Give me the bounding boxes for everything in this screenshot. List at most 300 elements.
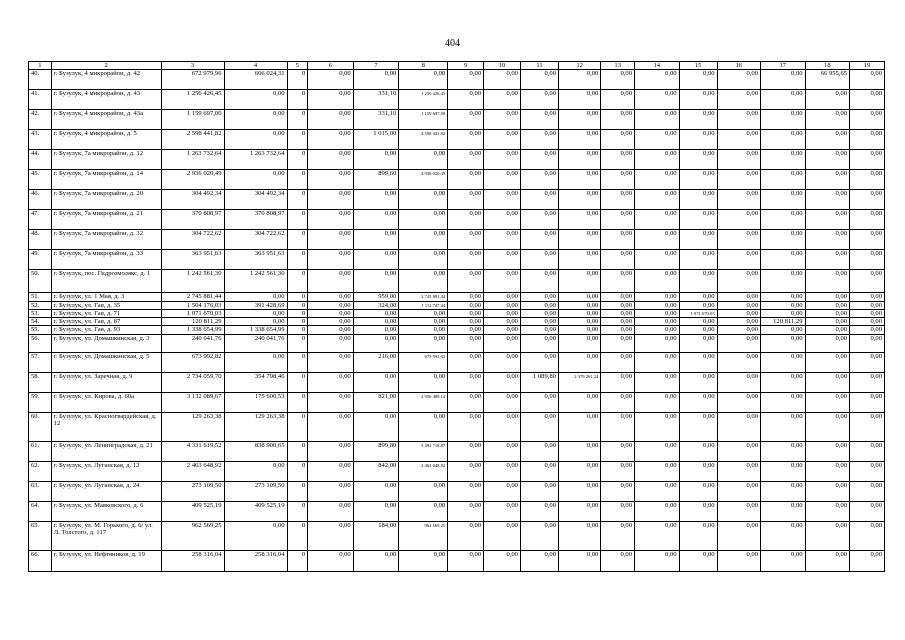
value-cell: 0,00: [717, 372, 760, 392]
value-cell: 2 936 020,49: [161, 170, 224, 190]
value-cell: 324,00: [353, 301, 399, 309]
value-cell: 0,00: [559, 250, 601, 270]
value-cell: 0,00: [308, 441, 354, 461]
value-cell: 354 798,46: [224, 372, 287, 392]
value-cell: 0,00: [224, 352, 287, 372]
row-number: 41.: [29, 90, 52, 110]
value-cell: 0: [287, 550, 308, 571]
value-cell: 0,00: [520, 170, 558, 190]
value-cell: 0,00: [353, 190, 399, 210]
value-cell: 0,00: [635, 250, 680, 270]
value-cell: 0,00: [679, 334, 717, 352]
value-cell: 0,00: [484, 326, 521, 334]
table-row: [29, 210, 885, 230]
value-cell: 1 263 732,64: [224, 150, 287, 170]
value-cell: 0,00: [308, 301, 354, 309]
value-cell: 0,00: [635, 309, 680, 317]
value-cell: 175 600,53: [224, 392, 287, 412]
value-cell: 370 808,97: [224, 210, 287, 230]
value-cell: 0,00: [850, 481, 885, 501]
address-cell: г. Бузулук, ул. Кирова, д. 60а: [51, 392, 161, 412]
column-header: 9: [448, 62, 484, 70]
value-cell: 0,00: [308, 309, 354, 317]
value-cell: 0,00: [448, 372, 484, 392]
value-cell: 0,00: [761, 309, 806, 317]
value-cell: 0,00: [679, 210, 717, 230]
value-cell: 962 569,25: [161, 521, 224, 550]
value-cell: 0,00: [448, 521, 484, 550]
row-number: 46.: [29, 190, 52, 210]
value-cell: 0,00: [448, 309, 484, 317]
value-cell: 0: [287, 412, 308, 441]
value-cell: 0,00: [559, 352, 601, 372]
value-cell: 0,00: [717, 461, 760, 481]
value-cell: 0,00: [601, 392, 635, 412]
row-number: 58.: [29, 372, 52, 392]
value-cell: 0,00: [399, 318, 448, 326]
value-cell: 0,00: [601, 110, 635, 130]
value-cell: 129 263,38: [161, 412, 224, 441]
value-cell: 0,00: [601, 90, 635, 110]
row-number: 54.: [29, 318, 52, 326]
address-cell: г. Бузулук, ул. Ленинградская, д. 21: [51, 441, 161, 461]
value-cell: 0,00: [679, 110, 717, 130]
value-cell: 0,00: [353, 270, 399, 293]
value-cell: 672 979,96: [161, 70, 224, 90]
value-cell: 1 242 561,30: [224, 270, 287, 293]
value-cell: 0,00: [520, 230, 558, 250]
address-cell: г. Бузулук, ул. Луганская, д. 12: [51, 461, 161, 481]
value-cell: 842,00: [353, 461, 399, 481]
value-cell: 0,00: [805, 521, 850, 550]
value-cell: 0,00: [679, 150, 717, 170]
table-body: [29, 62, 885, 572]
value-cell: 0,00: [448, 170, 484, 190]
value-cell: 0,00: [761, 190, 806, 210]
value-cell: 0,00: [399, 270, 448, 293]
value-cell: 0,00: [308, 250, 354, 270]
value-cell: 0,00: [679, 130, 717, 150]
value-cell: 0,00: [520, 210, 558, 230]
value-cell: 216,00: [353, 352, 399, 372]
value-cell: 0,00: [399, 70, 448, 90]
value-cell: 273 109,50: [224, 481, 287, 501]
value-cell: 0,00: [520, 190, 558, 210]
value-cell: 0: [287, 334, 308, 352]
value-cell: 0,00: [601, 293, 635, 301]
value-cell: 1 015,00: [353, 130, 399, 150]
value-cell: 0,00: [559, 334, 601, 352]
value-cell: 0,00: [520, 270, 558, 293]
value-cell: 0,00: [559, 293, 601, 301]
table-row: [29, 441, 885, 461]
value-cell: 0,00: [850, 318, 885, 326]
value-cell: 0,00: [448, 230, 484, 250]
value-cell: 0: [287, 461, 308, 481]
column-header: 11: [520, 62, 558, 70]
value-cell: 0,00: [679, 441, 717, 461]
value-cell: 0,00: [353, 334, 399, 352]
value-cell: 0,00: [353, 230, 399, 250]
address-cell: г. Бузулук, ул. М. Горького, д. 6/ ул. Л. Толстого, д. 117: [51, 521, 161, 550]
value-cell: 0,00: [559, 521, 601, 550]
value-cell: 0,00: [635, 550, 680, 571]
value-cell: 409 525,19: [161, 501, 224, 521]
value-cell: 0,00: [559, 392, 601, 412]
value-cell: 2 734 059,70: [161, 372, 224, 392]
column-header: 18: [805, 62, 850, 70]
value-cell: 0,00: [850, 521, 885, 550]
column-header: 3: [161, 62, 224, 70]
value-cell: 0,00: [448, 352, 484, 372]
value-cell: 0,00: [717, 334, 760, 352]
address-cell: г. Бузулук, 4 микрорайон, д. 5: [51, 130, 161, 150]
column-header: 4: [224, 62, 287, 70]
value-cell: 0,00: [679, 293, 717, 301]
value-cell: 0,00: [850, 150, 885, 170]
value-cell: 0,00: [601, 190, 635, 210]
value-cell: 0: [287, 230, 308, 250]
value-cell: 0,00: [717, 210, 760, 230]
value-cell: 0,00: [635, 130, 680, 150]
value-cell: 0,00: [635, 293, 680, 301]
value-cell: 0,00: [679, 326, 717, 334]
value-cell: 0,00: [520, 318, 558, 326]
value-cell: 0,00: [635, 352, 680, 372]
row-number: 62.: [29, 461, 52, 481]
value-cell: 0,00: [308, 392, 354, 412]
value-cell: 0,00: [850, 210, 885, 230]
value-cell: 0,00: [353, 150, 399, 170]
address-cell: г. Бузулук, ул. Нефтяников, д. 19: [51, 550, 161, 571]
value-cell: 899,80: [353, 441, 399, 461]
value-cell: 0,00: [308, 130, 354, 150]
value-cell: 0,00: [761, 412, 806, 441]
value-cell: 0,00: [717, 550, 760, 571]
value-cell: 0,00: [761, 326, 806, 334]
value-cell: 0,00: [635, 90, 680, 110]
value-cell: 0,00: [559, 441, 601, 461]
value-cell: 2 598 441,82: [161, 130, 224, 150]
address-cell: г. Бузулук, ул. Заречная, д. 9: [51, 372, 161, 392]
value-cell: 0: [287, 110, 308, 130]
value-cell: 0,00: [850, 412, 885, 441]
value-cell: 0,00: [224, 110, 287, 130]
value-cell: 0,00: [635, 210, 680, 230]
value-cell: 0,00: [224, 170, 287, 190]
value-cell: 0,00: [717, 293, 760, 301]
value-cell: 0,00: [717, 130, 760, 150]
value-cell: 2 956 489,14: [399, 392, 448, 412]
value-cell: 0,00: [679, 501, 717, 521]
value-cell: 0: [287, 150, 308, 170]
value-cell: 0,00: [761, 461, 806, 481]
value-cell: 0,00: [601, 550, 635, 571]
address-cell: г. Бузулук, ул. Гая, д. 35: [51, 301, 161, 309]
value-cell: 370 808,97: [161, 210, 224, 230]
value-cell: 0,00: [353, 412, 399, 441]
value-cell: 0,00: [448, 110, 484, 130]
value-cell: 0,00: [559, 170, 601, 190]
value-cell: 0,00: [717, 70, 760, 90]
value-cell: 0,00: [484, 190, 521, 210]
table-row: [29, 309, 885, 317]
value-cell: 0,00: [448, 293, 484, 301]
value-cell: 0,00: [559, 270, 601, 293]
value-cell: 0: [287, 309, 308, 317]
value-cell: 0,00: [679, 481, 717, 501]
value-cell: 0,00: [399, 326, 448, 334]
value-cell: 0,00: [520, 521, 558, 550]
value-cell: 0,00: [761, 150, 806, 170]
value-cell: 0,00: [520, 326, 558, 334]
value-cell: 0,00: [679, 392, 717, 412]
value-cell: 0,00: [448, 441, 484, 461]
table-row: [29, 293, 885, 301]
value-cell: 0,00: [308, 501, 354, 521]
value-cell: 0,00: [520, 501, 558, 521]
value-cell: 0,00: [850, 372, 885, 392]
value-cell: 0: [287, 326, 308, 334]
value-cell: 0,00: [761, 250, 806, 270]
value-cell: 0: [287, 130, 308, 150]
value-cell: 0,00: [805, 150, 850, 170]
value-cell: 0,00: [520, 309, 558, 317]
value-cell: 0,00: [484, 501, 521, 521]
value-cell: 0,00: [761, 392, 806, 412]
value-cell: 0,00: [679, 250, 717, 270]
value-cell: 0: [287, 270, 308, 293]
value-cell: 0,00: [484, 309, 521, 317]
value-cell: 0: [287, 210, 308, 230]
value-cell: 0,00: [635, 521, 680, 550]
value-cell: 0,00: [805, 550, 850, 571]
row-number: 60.: [29, 412, 52, 441]
column-header: 6: [308, 62, 354, 70]
table-row: [29, 521, 885, 550]
value-cell: 0,00: [850, 550, 885, 571]
value-cell: 0,00: [484, 70, 521, 90]
value-cell: 0,00: [679, 521, 717, 550]
column-header: 13: [601, 62, 635, 70]
value-cell: 0,00: [224, 130, 287, 150]
value-cell: 0,00: [601, 326, 635, 334]
value-cell: 0,00: [484, 301, 521, 309]
value-cell: 0,00: [717, 521, 760, 550]
value-cell: 240 041,76: [161, 334, 224, 352]
value-cell: 0,00: [805, 110, 850, 130]
value-cell: 0,00: [520, 392, 558, 412]
address-cell: г. Бузулук, ул. Маяковского, д. 6: [51, 501, 161, 521]
row-number: 49.: [29, 250, 52, 270]
value-cell: 0,00: [559, 481, 601, 501]
value-cell: 0,00: [353, 481, 399, 501]
address-cell: г. Бузулук, ул. 1 Мая, д. 3: [51, 293, 161, 301]
value-cell: 0,00: [635, 412, 680, 441]
value-cell: 0,00: [448, 326, 484, 334]
value-cell: 0,00: [850, 293, 885, 301]
value-cell: 0,00: [308, 230, 354, 250]
value-cell: 0,00: [679, 461, 717, 481]
value-cell: 0,00: [850, 270, 885, 293]
value-cell: 0,00: [601, 301, 635, 309]
value-cell: 2 598 441,82: [399, 130, 448, 150]
value-cell: 331,10: [353, 110, 399, 130]
value-cell: 0,00: [308, 90, 354, 110]
value-cell: 0,00: [399, 230, 448, 250]
value-cell: 0,00: [850, 190, 885, 210]
value-cell: 0,00: [717, 170, 760, 190]
value-cell: 1 263 732,64: [161, 150, 224, 170]
address-cell: г. Бузулук, ул. Красногвардейская, д. 12: [51, 412, 161, 441]
value-cell: 0,00: [559, 501, 601, 521]
value-cell: 0,00: [399, 250, 448, 270]
row-number: 64.: [29, 501, 52, 521]
data-table: [28, 61, 885, 572]
value-cell: 0,00: [601, 150, 635, 170]
value-cell: 0,00: [520, 250, 558, 270]
value-cell: 0,00: [520, 110, 558, 130]
table-row: [29, 130, 885, 150]
value-cell: 0,00: [761, 481, 806, 501]
value-cell: 0: [287, 352, 308, 372]
value-cell: 0,00: [761, 293, 806, 301]
row-number: 66.: [29, 550, 52, 571]
value-cell: 0,00: [679, 372, 717, 392]
value-cell: 0,00: [520, 70, 558, 90]
value-cell: 0,00: [717, 481, 760, 501]
value-cell: 0,00: [850, 501, 885, 521]
value-cell: 0,00: [805, 501, 850, 521]
value-cell: 0,00: [308, 550, 354, 571]
value-cell: 240 041,76: [224, 334, 287, 352]
value-cell: 331,10: [353, 90, 399, 110]
value-cell: 0,00: [761, 352, 806, 372]
value-cell: 0,00: [353, 250, 399, 270]
row-number: 45.: [29, 170, 52, 190]
value-cell: 3 492 718,87: [399, 441, 448, 461]
address-cell: г. Бузулук, пос. Гидрозмолякс, д. 1: [51, 270, 161, 293]
value-cell: 0,00: [601, 170, 635, 190]
value-cell: 0,00: [448, 392, 484, 412]
value-cell: 0,00: [520, 90, 558, 110]
value-cell: 0,00: [850, 110, 885, 130]
value-cell: 0,00: [353, 550, 399, 571]
table-row: [29, 190, 885, 210]
value-cell: 0,00: [850, 392, 885, 412]
value-cell: 0,00: [850, 309, 885, 317]
value-cell: 0,00: [850, 250, 885, 270]
column-header: 12: [559, 62, 601, 70]
column-header: 2: [51, 62, 161, 70]
value-cell: 0,00: [635, 501, 680, 521]
value-cell: 409 525,19: [224, 501, 287, 521]
value-cell: 0,00: [484, 270, 521, 293]
row-number: 48.: [29, 230, 52, 250]
value-cell: 0,00: [448, 481, 484, 501]
value-cell: 0,00: [635, 441, 680, 461]
value-cell: 0,00: [308, 270, 354, 293]
value-cell: 0,00: [484, 250, 521, 270]
value-cell: 3 132 089,67: [161, 392, 224, 412]
address-cell: г. Бузулук, 4 микрорайон, д. 43: [51, 90, 161, 110]
value-cell: 0,00: [484, 550, 521, 571]
value-cell: 0,00: [761, 170, 806, 190]
value-cell: 0,00: [601, 441, 635, 461]
value-cell: 0,00: [559, 326, 601, 334]
value-cell: 0,00: [308, 170, 354, 190]
value-cell: 66 955,65: [805, 70, 850, 90]
value-cell: 0,00: [601, 412, 635, 441]
value-cell: 0: [287, 318, 308, 326]
value-cell: 0,00: [353, 70, 399, 90]
table-row: [29, 550, 885, 571]
value-cell: 0,00: [520, 412, 558, 441]
value-cell: 0,00: [308, 318, 354, 326]
value-cell: 0,00: [601, 70, 635, 90]
value-cell: 1 089,80: [520, 372, 558, 392]
value-cell: 2 745 881,44: [399, 293, 448, 301]
value-cell: 0,00: [484, 372, 521, 392]
value-cell: 0,00: [761, 521, 806, 550]
address-cell: г. Бузулук, ул. Гая, д. 93: [51, 326, 161, 334]
value-cell: 0,00: [559, 90, 601, 110]
value-cell: 0,00: [601, 250, 635, 270]
row-number: 51.: [29, 293, 52, 301]
column-header: 14: [635, 62, 680, 70]
value-cell: 0,00: [484, 170, 521, 190]
value-cell: 0,00: [601, 318, 635, 326]
value-cell: 0,00: [717, 352, 760, 372]
value-cell: 0: [287, 481, 308, 501]
value-cell: 0,00: [679, 352, 717, 372]
value-cell: 0,00: [635, 318, 680, 326]
value-cell: 0,00: [520, 130, 558, 150]
value-cell: 0: [287, 441, 308, 461]
address-cell: г. Бузулук, 7а микрорайон, д. 32: [51, 230, 161, 250]
value-cell: 0,00: [717, 110, 760, 130]
value-cell: 0,00: [805, 230, 850, 250]
page-number: 404: [445, 38, 460, 49]
value-cell: 0,00: [635, 326, 680, 334]
value-cell: 0,00: [805, 130, 850, 150]
table-row: [29, 481, 885, 501]
value-cell: 0,00: [805, 461, 850, 481]
value-cell: 0,00: [559, 318, 601, 326]
value-cell: 959,00: [353, 293, 399, 301]
value-cell: 0,00: [448, 130, 484, 150]
value-cell: 0,00: [805, 326, 850, 334]
value-cell: 0,00: [635, 392, 680, 412]
value-cell: 0,00: [601, 334, 635, 352]
value-cell: 0,00: [448, 461, 484, 481]
value-cell: 0,00: [484, 461, 521, 481]
value-cell: 0,00: [308, 372, 354, 392]
value-cell: 0,00: [520, 150, 558, 170]
value-cell: 129 263,38: [224, 412, 287, 441]
value-cell: 1 159 697,00: [399, 110, 448, 130]
value-cell: 0,00: [520, 441, 558, 461]
value-cell: 0,00: [805, 412, 850, 441]
column-header: 17: [761, 62, 806, 70]
value-cell: 0,00: [353, 318, 399, 326]
row-number: 65.: [29, 521, 52, 550]
value-cell: 673 992,82: [161, 352, 224, 372]
value-cell: 0,00: [601, 481, 635, 501]
value-cell: 0: [287, 170, 308, 190]
value-cell: 0,00: [635, 150, 680, 170]
value-cell: 0,00: [850, 230, 885, 250]
